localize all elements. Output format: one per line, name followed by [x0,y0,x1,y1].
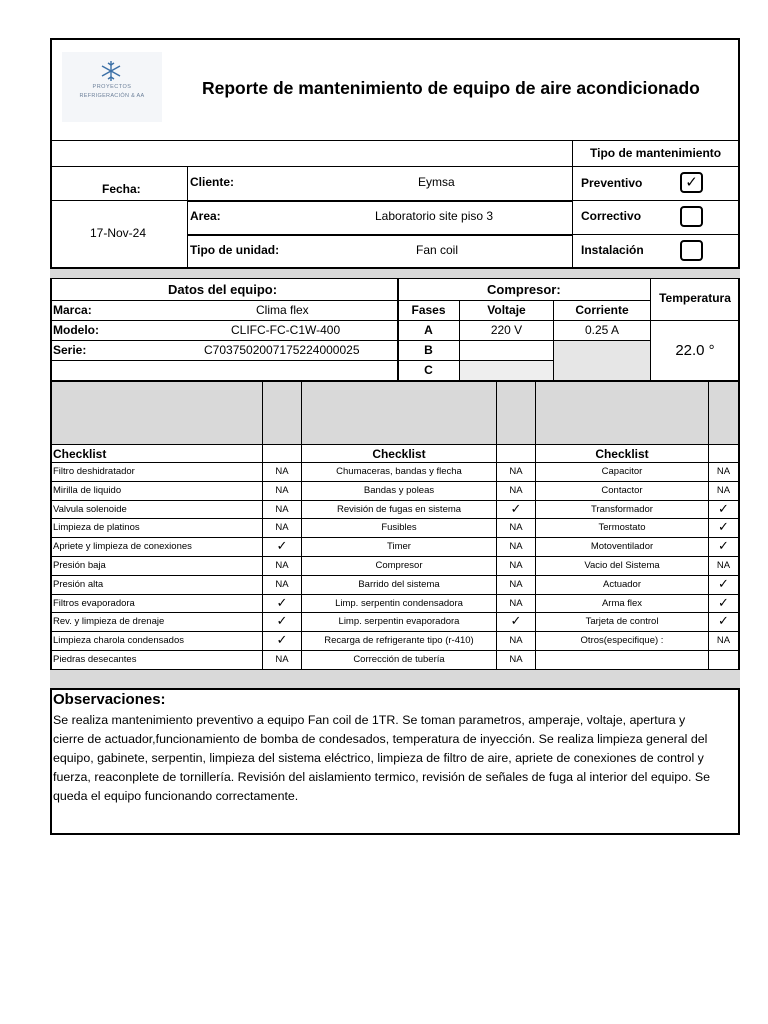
checklist-value: NA [275,504,289,515]
observaciones-line: queda el equipo funcionando correctamente. [53,789,299,803]
checklist-item: Limpieza de platinos [53,522,140,533]
checklist-value: NA [275,579,289,590]
checklist-item: Presión alta [53,579,104,590]
checklist-check-icon: ✓ [276,595,288,610]
tipo-unidad-value: Fan coil [416,243,459,257]
logo-line1: PROYECTOS [92,84,132,90]
checklist-value: NA [275,522,289,533]
checklist-value: NA [275,654,289,665]
checklist-header-3: Checklist [595,447,649,461]
checklist-check-icon: ✓ [718,576,729,591]
modelo-value: CLIFC-FC-C1W-400 [231,323,341,337]
checklist-check-icon: ✓ [718,538,729,553]
checklist-item: Termostato [598,522,646,533]
marca-value: Clima flex [256,303,309,317]
checklist-item: Compresor [375,560,423,571]
checklist-item: Chumaceras, bandas y flecha [336,466,462,477]
fases-header: Fases [411,303,446,317]
checklist-check-icon: ✓ [510,501,522,516]
checklist-value: NA [509,635,523,646]
checklist-value: NA [716,485,731,496]
checklist-value: NA [509,560,523,571]
checklist-item: Limpieza charola condensados [53,635,184,646]
fase-b: B [424,343,433,357]
checklist-value: NA [509,654,523,665]
checklist-item: Timer [387,541,411,552]
checklist-header-2: Checklist [372,447,426,461]
checklist-item: Actuador [602,579,642,590]
checklist-check-icon: ✓ [510,613,522,628]
checklist-check-icon: ✓ [718,519,729,534]
area-label: Area: [190,209,221,223]
snowflake-icon [100,60,122,82]
checklist-item: Tarjeta de control [585,616,659,627]
checklist-item: Arma flex [601,598,643,609]
temperatura-value: 22.0 ° [675,342,715,359]
checklist-item: Piedras desecantes [53,654,137,665]
serie-value: C7037502007175224000025 [204,343,360,357]
checklist-item: Limp. serpentin condensadora [335,598,463,609]
observaciones-title: Observaciones: [53,691,166,708]
observaciones-line: equipo, gabinete, serpentin, limpieza del sistema eléctrico, limpieza de filtro de aire, apriete de conexiones de control y [53,751,704,765]
checklist-item: Capacitor [601,466,643,477]
checklist-item: Bandas y poleas [363,485,435,496]
checklist-item: Revisión de fugas en sistema [336,504,462,515]
logo-line2: REFRIGERACIÓN & AA [79,93,145,99]
preventivo-checkmark: ✓ [685,174,698,191]
serie-label: Serie: [53,343,87,357]
checklist-item: Limp. serpentin evaporadora [338,616,460,627]
modelo-label: Modelo: [53,323,99,337]
fecha-value: 17-Nov-24 [90,226,147,240]
checklist-check-icon: ✓ [276,632,288,647]
instalacion-label: Instalación [581,243,644,257]
checklist-check-icon: ✓ [718,501,729,516]
observaciones-line: fuerza, reaconplete de tornillería. Revisión del aislamiento termico, revisión de señales de fuga al interior del equipo. Se [53,770,711,784]
checklist-item: Mirilla de liquido [53,485,122,496]
checklist-header-1: Checklist [53,447,107,461]
checklist-check-icon: ✓ [718,595,729,610]
checklist-item: Valvula solenoide [53,504,127,515]
checklist-item: Corrección de tubería [353,654,445,665]
checklist-value: NA [509,598,523,609]
voltaje-header: Voltaje [487,303,526,317]
preventivo-label: Preventivo [581,176,643,190]
temperatura-label: Temperatura [659,291,731,305]
checklist-item: Transformador [591,504,653,515]
marca-label: Marca: [53,303,92,317]
company-logo [62,52,162,122]
checklist-check-icon: ✓ [718,613,729,628]
checklist-item: Contactor [601,485,643,496]
cliente-value: Eymsa [418,175,455,189]
checklist-value: NA [275,485,289,496]
checklist-item: Apriete y limpieza de conexiones [53,541,192,552]
checklist-item: Barrido del sistema [358,579,440,590]
checklist-value: NA [509,522,523,533]
instalacion-checkbox[interactable] [680,240,703,261]
corriente-a: 0.25 A [584,323,620,337]
checklist-item: Presión baja [53,560,106,571]
correctivo-checkbox[interactable] [680,206,703,227]
checklist-value: NA [509,485,523,496]
checklist-item: Rev. y limpieza de drenaje [53,616,165,627]
checklist-value: NA [509,466,523,477]
area-value: Laboratorio site piso 3 [375,209,494,223]
checklist-value: NA [275,560,289,571]
tipo-mantenimiento-label: Tipo de mantenimiento [590,146,722,160]
checklist-item: Recarga de refrigerante tipo (r-410) [324,635,474,646]
checklist-value: NA [509,579,523,590]
checklist-check-icon: ✓ [276,613,288,628]
checklist-item: Filtros evaporadora [53,598,135,609]
observaciones-line: cierre de actuador,funcionamiento de bomba de condesados, temperatura de inyección. Se realiza limpieza general del [53,732,708,746]
checklist-value: NA [716,560,731,571]
correctivo-label: Correctivo [581,209,642,223]
checklist-check-icon: ✓ [276,538,288,553]
checklist-value: NA [275,466,289,477]
datos-equipo-title: Datos del equipo: [168,282,278,297]
checklist-item: Motoventilador [590,541,654,552]
observaciones-line: Se realiza mantenimiento preventivo a equipo Fan coil de 1TR. Se toman parametros, amperaje, voltaje, apertura y [53,713,686,727]
corriente-header: Corriente [575,303,629,317]
checklist-value: NA [716,635,731,646]
fase-a: A [424,323,433,337]
fecha-label: Fecha: [102,182,141,196]
voltaje-a: 220 V [490,323,523,337]
compresor-title: Compresor: [487,282,561,297]
page-title: Reporte de mantenimiento de equipo de aire acondicionado [202,78,700,98]
checklist-value: NA [716,466,731,477]
tipo-unidad-label: Tipo de unidad: [190,243,280,257]
checklist-item: Otros(especifique) : [580,635,664,646]
checklist-value: NA [509,541,523,552]
checklist-item: Vacio del Sistema [584,560,660,571]
cliente-label: Cliente: [190,175,235,189]
checklist-item: Fusibles [381,522,417,533]
checklist-item: Filtro deshidratador [53,466,135,477]
preventivo-checkbox[interactable] [680,172,703,193]
fase-c: C [424,363,433,377]
